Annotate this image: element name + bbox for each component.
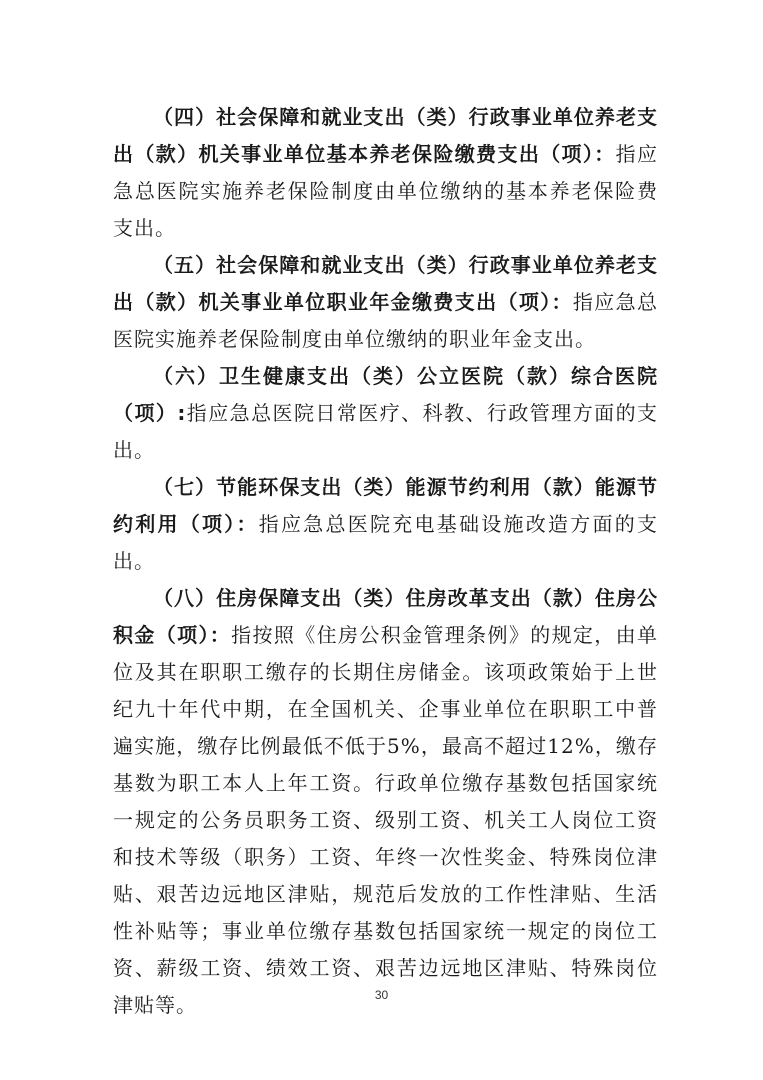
paragraph-text: 指按照《住房公积金管理条例》的规定，由单位及其在职职工缴存的长期住房储金。该项政策始于上世纪九十年代中期，在全国机关、企事业单位在职职工中普遍实施，缴存比例最低不低于5%，最高不超过12%，缴存基数为职工本人上年工资。行政单位缴存基数包括国家统一规定的公务员职务工资、级别工资、机关工人岗位工资和技术等级（职务）工资、年终一次性奖金、特殊岗位津贴、艰苦边远地区津贴，规范后发放的工作性津贴、生活性补贴等；事业单位缴存基数包括国家统一规定的岗位工资、薪级工资、绩效工资、艰苦边远地区津贴、特殊岗位津贴等。 bbox=[113, 623, 659, 1017]
paragraph-text: 指应急总医院实施养老保险制度由单位缴纳的基本养老保险费支出。 bbox=[113, 142, 659, 240]
paragraph-heading: （四）社会保障和就业支出（类）行政事业单位养老支出（款）机关事业单位基本养老保险缴费支出（项）： bbox=[113, 105, 658, 166]
paragraph-pension-occupational bbox=[113, 247, 658, 358]
paragraph-text: 指应急总医院日常医疗、科教、行政管理方面的支出。 bbox=[113, 401, 659, 462]
paragraph-health bbox=[113, 358, 658, 469]
paragraph-heading: （五）社会保障和就业支出（类）行政事业单位养老支出（款）机关事业单位职业年金缴费支出（项）： bbox=[113, 253, 658, 314]
paragraph-energy bbox=[113, 469, 658, 580]
paragraph-heading: （八）住房保障支出（类）住房改革支出（款）住房公积金（项）： bbox=[113, 586, 658, 647]
paragraph-text: 指应急总医院实施养老保险制度由单位缴纳的职业年金支出。 bbox=[113, 290, 659, 351]
paragraph-pension-basic bbox=[113, 99, 658, 247]
document-body bbox=[113, 99, 658, 1024]
page-number: 30 bbox=[374, 988, 389, 1002]
paragraph-heading: （六）卫生健康支出（类）公立医院（款）综合医院（项）: bbox=[113, 364, 658, 425]
paragraph-text: 指应急总医院充电基础设施改造方面的支出。 bbox=[113, 512, 658, 573]
paragraph-housing bbox=[113, 580, 658, 1024]
paragraph-heading: （七）节能环保支出（类）能源节约利用（款）能源节约利用（项）： bbox=[113, 475, 658, 536]
